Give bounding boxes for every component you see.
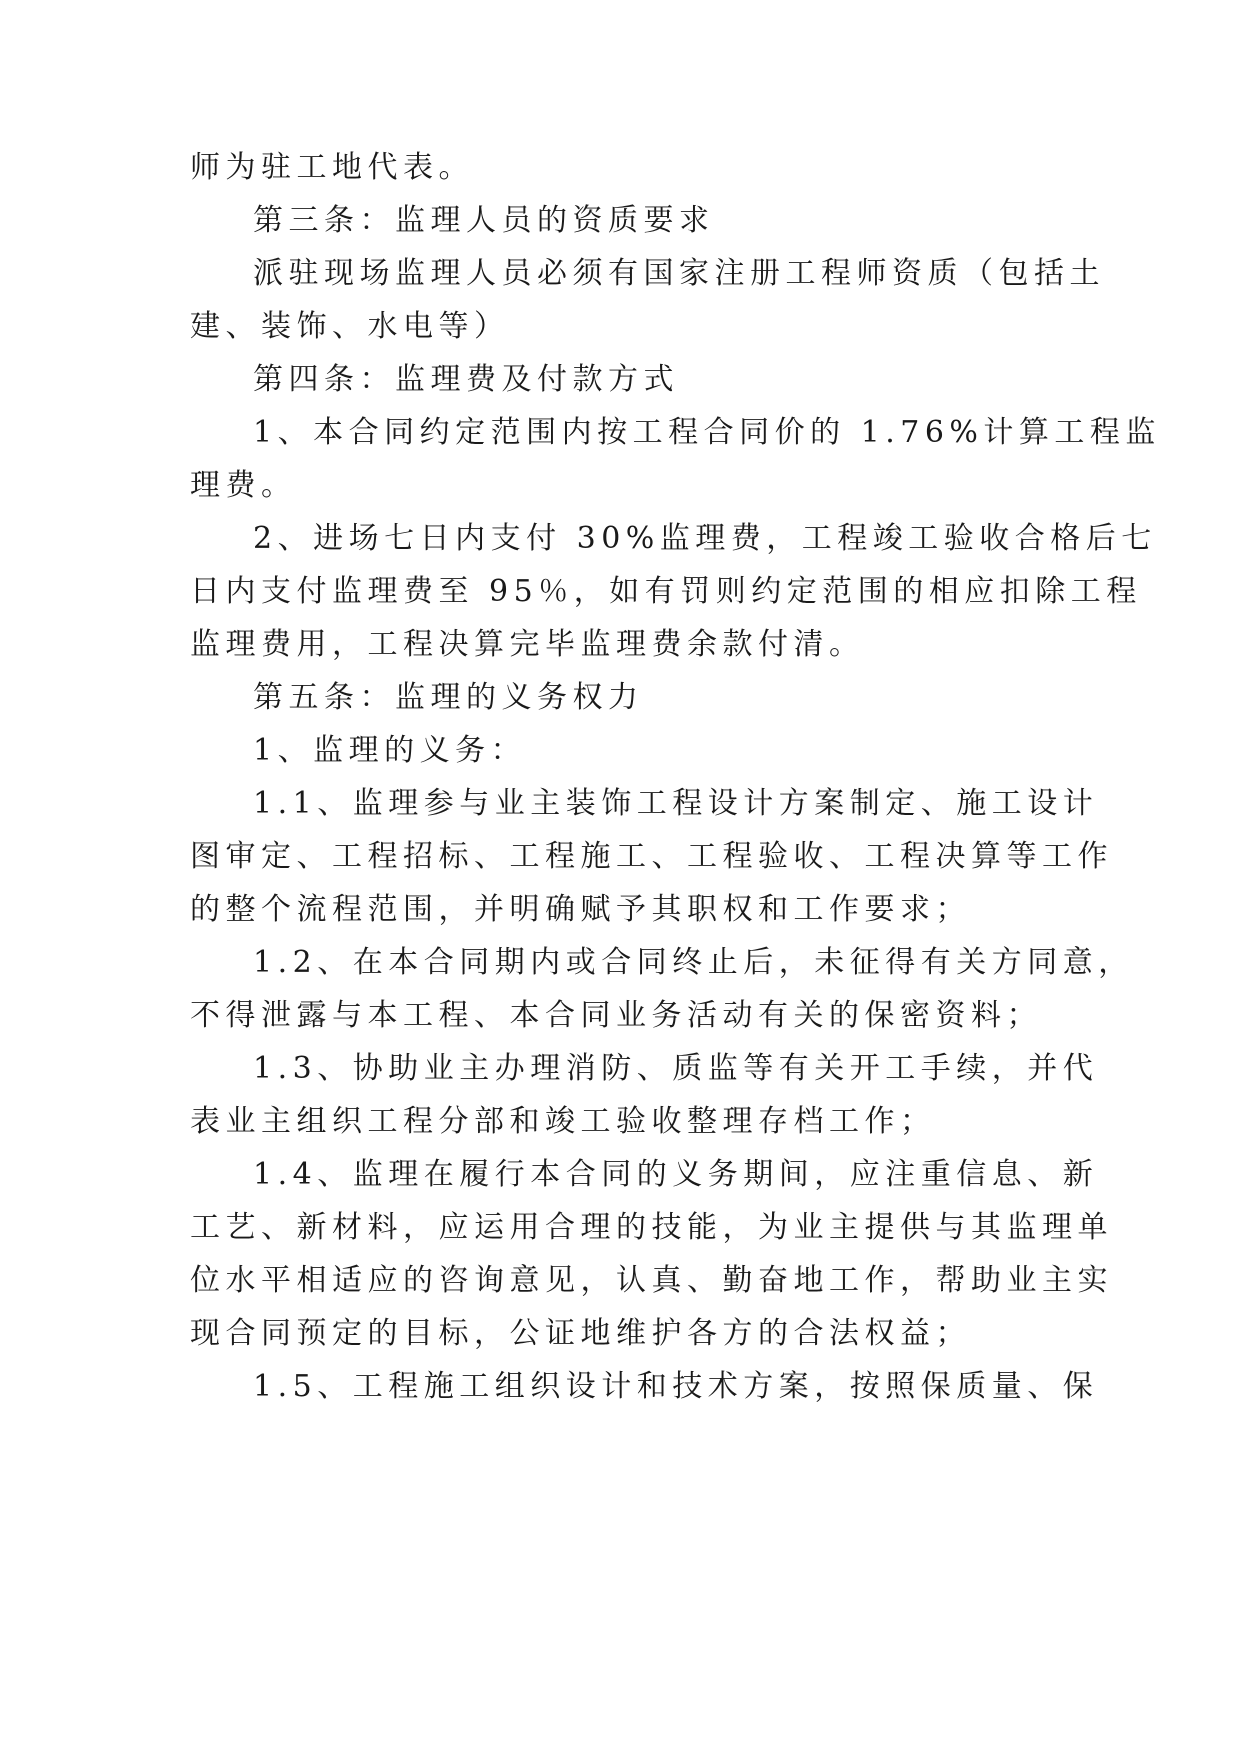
text-line: 1、本合同约定范围内按工程合同价的 1.76%计算工程监: [253, 415, 1161, 450]
text-line: 监理费用，工程决算完毕监理费余款付清。: [190, 627, 865, 662]
section-heading: 第五条：监理的义务权力: [253, 680, 644, 715]
text-line: 现合同预定的目标，公证地维护各方的合法权益；: [190, 1316, 971, 1351]
text-line: 1.5、工程施工组织设计和技术方案，按照保质量、保: [253, 1369, 1099, 1404]
text-line: 1.1、监理参与业主装饰工程设计方案制定、施工设计: [253, 786, 1099, 821]
text-line: 表业主组织工程分部和竣工验收整理存档工作；: [190, 1104, 936, 1139]
text-line: 工艺、新材料，应运用合理的技能，为业主提供与其监理单: [190, 1210, 1113, 1245]
text-line: 建、装饰、水电等）: [190, 309, 510, 344]
text-line: 的整个流程范围，并明确赋予其职权和工作要求；: [190, 892, 971, 927]
text-line: 1.2、在本合同期内或合同终止后，未征得有关方同意，: [253, 945, 1134, 980]
text-line: 不得泄露与本工程、本合同业务活动有关的保密资料；: [190, 998, 1042, 1033]
text-line: 日内支付监理费至 95％，如有罚则约定范围的相应扣除工程: [190, 574, 1142, 609]
text-line: 派驻现场监理人员必须有国家注册工程师资质（包括土: [253, 256, 1105, 291]
text-line: 师为驻工地代表。: [190, 150, 474, 185]
text-line: 2、进场七日内支付 30%监理费，工程竣工验收合格后七: [253, 521, 1157, 556]
text-line: 1.4、监理在履行本合同的义务期间，应注重信息、新: [253, 1157, 1099, 1192]
section-heading: 第四条：监理费及付款方式: [253, 362, 679, 397]
text-line: 位水平相适应的咨询意见，认真、勤奋地工作，帮助业主实: [190, 1263, 1113, 1298]
text-line: 理费。: [190, 468, 297, 503]
text-line: 1.3、协助业主办理消防、质监等有关开工手续，并代: [253, 1051, 1099, 1086]
section-heading: 第三条：监理人员的资质要求: [253, 203, 715, 238]
text-line: 图审定、工程招标、工程施工、工程验收、工程决算等工作: [190, 839, 1113, 874]
text-line: 1、监理的义务：: [253, 733, 527, 768]
